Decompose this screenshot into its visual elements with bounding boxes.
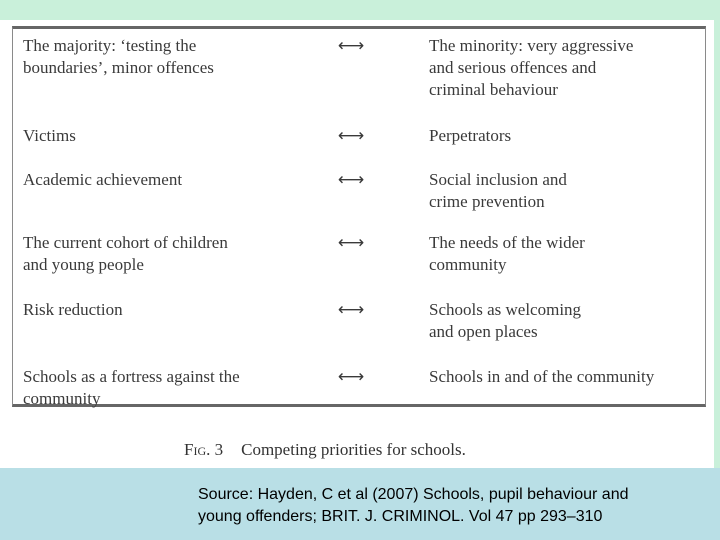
double-arrow-icon: ←→ <box>337 126 363 146</box>
left-line: Schools as a fortress against the <box>23 367 240 386</box>
scanned-figure <box>0 20 714 468</box>
double-arrow-icon: ←→ <box>337 367 363 387</box>
left-cell <box>23 125 313 147</box>
right-cell <box>429 232 699 276</box>
left-line: The majority: ‘testing the <box>23 36 197 55</box>
left-line: community <box>23 389 101 408</box>
left-cell <box>23 366 313 410</box>
right-cell <box>429 299 699 343</box>
left-line: Academic achievement <box>23 170 183 189</box>
right-line: Schools as welcoming <box>429 300 582 319</box>
right-line: Schools in and of the community <box>429 367 655 386</box>
double-arrow-icon: ←→ <box>337 233 363 253</box>
figure-caption <box>184 440 466 460</box>
source-line-1: Source: Hayden, C et al (2007) Schools, pupil behaviour and <box>198 486 629 503</box>
slide-background-right <box>714 0 720 540</box>
left-cell <box>23 35 313 79</box>
right-cell <box>429 125 699 147</box>
source-band <box>0 468 720 540</box>
right-cell <box>429 169 699 213</box>
right-line: Perpetrators <box>429 126 512 145</box>
right-line: community <box>429 255 507 274</box>
left-line: The current cohort of children <box>23 233 228 252</box>
caption-text: Competing priorities for schools. <box>241 440 466 459</box>
right-line: The needs of the wider <box>429 233 585 252</box>
right-line: and serious offences and <box>429 58 597 77</box>
left-line: Risk reduction <box>23 300 123 319</box>
priorities-table <box>12 26 706 407</box>
right-cell <box>429 366 699 388</box>
double-arrow-icon: ←→ <box>337 300 363 320</box>
right-line: The minority: very aggressive <box>429 36 634 55</box>
left-cell <box>23 232 313 276</box>
source-line-2: young offenders; BRIT. J. CRIMINOL. Vol 47 pp 293–310 <box>198 508 603 525</box>
right-cell <box>429 35 699 101</box>
right-line: Social inclusion and <box>429 170 567 189</box>
right-line: and open places <box>429 322 538 341</box>
figure-number: Fig. 3 <box>184 440 224 459</box>
right-line: crime prevention <box>429 192 545 211</box>
double-arrow-icon: ←→ <box>337 36 363 56</box>
left-line: Victims <box>23 126 76 145</box>
source-citation <box>198 484 698 528</box>
right-line: criminal behaviour <box>429 80 558 99</box>
left-line: boundaries’, minor offences <box>23 58 214 77</box>
left-cell <box>23 169 313 191</box>
double-arrow-icon: ←→ <box>337 170 363 190</box>
slide-background-top <box>0 0 720 20</box>
left-line: and young people <box>23 255 144 274</box>
left-cell <box>23 299 313 321</box>
